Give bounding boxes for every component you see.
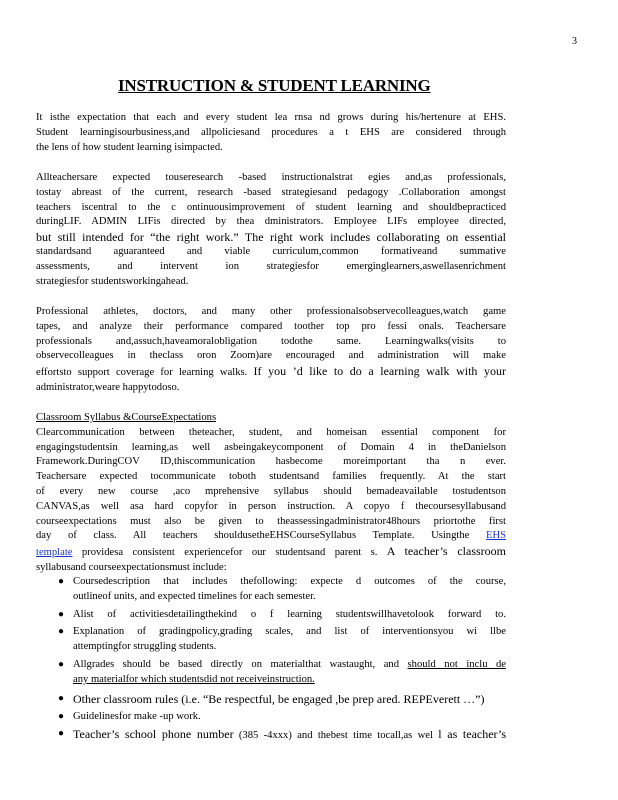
text-line <box>73 727 506 744</box>
text-line: of every new course ,aco mprehensive syllabus should bemadeavailable tostudentson <box>36 485 506 497</box>
list-item <box>58 608 506 623</box>
text-fragment: should not inclu de <box>407 658 507 670</box>
text-line: strategiesfor studentsworkingahead. <box>36 275 189 287</box>
text-line: Clearcommunication between theteacher, student, and homeisan essential component for <box>36 426 506 438</box>
text-line: Alist of activitiesdetailingthekind o f learning studentswillhavetolook forward to. <box>73 608 506 620</box>
text-line <box>36 544 506 561</box>
text-fragment: If you ’d like to do a learning walk with your <box>253 364 506 379</box>
section-heading: Classroom Syllabus &CourseExpectations <box>36 412 217 423</box>
list-item <box>58 575 506 605</box>
bullet-icon: ● <box>58 728 65 740</box>
ehs-template-link[interactable]: EHS <box>486 530 507 542</box>
text-line: syllabusand courseexpectationsmust include: <box>36 561 227 573</box>
bullet-icon: ● <box>58 658 65 670</box>
page-number: 3 <box>572 36 577 47</box>
paragraph-learning-walks <box>36 305 506 396</box>
text-line: It isthe expectation that each and every student lea rnsa nd grows during his/hertenure at EHS. <box>36 112 506 123</box>
text-line: Framework.DuringCOV ID,thiscommunication hasbecome moreimportant tha n ever. <box>36 456 506 468</box>
text-line: tapes, and analyze their performance compared toother top pro fessi onals. Teachersare <box>36 320 506 332</box>
paragraph-expectation <box>36 111 506 155</box>
text-fragment: day of class. All teachers shouldusetheEHSCourseSyllabus Template. Usingthe <box>36 530 470 542</box>
text-fragment: Teacher’s school phone number <box>73 727 234 742</box>
text-line: but still intended for “the right work.” The right work includes collaborating on essential <box>36 230 506 245</box>
bullet-icon: ● <box>58 692 65 704</box>
text-line <box>36 364 506 381</box>
text-fragment: effortsto support coverage for learning walks. <box>36 367 248 379</box>
text-line: Explanation of gradingpolicy,grading scales, and list of interventionsyou wi llbe <box>73 626 506 638</box>
text-fragment: Allgrades should be based directly on materialthat wastaught, and <box>73 658 400 670</box>
text-line: courseexpectations must also be given to theassessingadministrator48hours priortothe first <box>36 515 506 527</box>
syllabus-requirements-list <box>58 575 506 747</box>
text-line: CANVAS,as well asa hard copyfor in person instruction. A copyo f thecoursesyllabusand <box>36 500 506 512</box>
text-line: Other classroom rules (i.e. “Be respectful, be engaged ,be prep ared. REPEverett …”) <box>73 691 485 706</box>
bullet-icon: ● <box>58 576 65 587</box>
text-line: Allteachersare expected touseresearch -based instructionalstrat egies and,as professionals, <box>36 172 506 183</box>
text-line <box>73 658 506 673</box>
text-line <box>73 673 506 688</box>
text-fragment: providesa consistent experiencefor our studentsand parent s. <box>81 547 378 559</box>
text-line: Guidelinesfor make -up work. <box>73 710 201 722</box>
bullet-icon: ● <box>58 608 65 620</box>
text-line: engagingstudentsin learning,as well asbeingakeycomponent of Domain 4 in theDanielson <box>36 441 506 453</box>
bullet-icon: ● <box>58 710 65 722</box>
text-fragment: l as teacher’s <box>438 727 507 742</box>
text-fragment: any materialfor which studentsdid not receiveinstruction. <box>73 673 315 685</box>
text-line: Professional athletes, doctors, and many other professionalsobservecolleagues,watch game <box>36 306 506 317</box>
text-line: assessments, and intervent ion strategiesfor emerginglearners,aswellasenrichment <box>36 260 506 272</box>
list-item <box>58 658 506 688</box>
text-line: the lens of how student learning isimpacted. <box>36 141 223 153</box>
text-line: attemptingfor struggling students. <box>73 641 217 653</box>
text-line: duringLIF. ADMIN LIFis directed by thea dministrators. Employee LIFs employee directed, <box>36 216 506 228</box>
text-line: outlineof units, and expected timelines for each semester. <box>73 590 316 602</box>
text-line: administrator,weare happytodoso. <box>36 381 180 393</box>
text-line: observecolleagues in theclass oron Zoom)are encouraged and administration will make <box>36 350 506 362</box>
text-line: tostay abreast of the current, research -based strategiesand pedagogy .Collaboration amongst <box>36 186 506 198</box>
list-item <box>58 710 506 725</box>
text-line: Teachersare expected tocommunicate toboth studentsand families frequently. At the start <box>36 471 506 483</box>
text-line <box>36 529 506 544</box>
ehs-template-link[interactable]: template <box>36 547 73 559</box>
list-item <box>58 727 506 744</box>
text-line: Student learningisourbusiness,and allpoliciesand procedures a t EHS are considered through <box>36 126 506 138</box>
text-line: professionals and,assuch,haveamoralobligation todothe same. Learningwalks(visits to <box>36 335 506 347</box>
text-fragment: (385 -4xxx) and thebest time tocall,as wel <box>238 730 433 742</box>
text-line: standardsand aguaranteed and viable curriculum,common formativeand summative <box>36 245 506 257</box>
list-item <box>58 691 506 707</box>
text-line: Coursedescription that includes thefollowing: expecte d outcomes of the course, <box>73 576 506 587</box>
bullet-icon: ● <box>58 626 65 638</box>
list-item <box>58 625 506 655</box>
text-line: teachers iscentral to the c ontinuousimprovement of student learning and shouldbepracticed <box>36 201 506 213</box>
paragraph-syllabus <box>36 411 506 576</box>
paragraph-research-strategies <box>36 171 506 289</box>
page-title: INSTRUCTION & STUDENT LEARNING <box>118 76 431 95</box>
text-fragment: A teacher’s classroom <box>386 544 506 559</box>
